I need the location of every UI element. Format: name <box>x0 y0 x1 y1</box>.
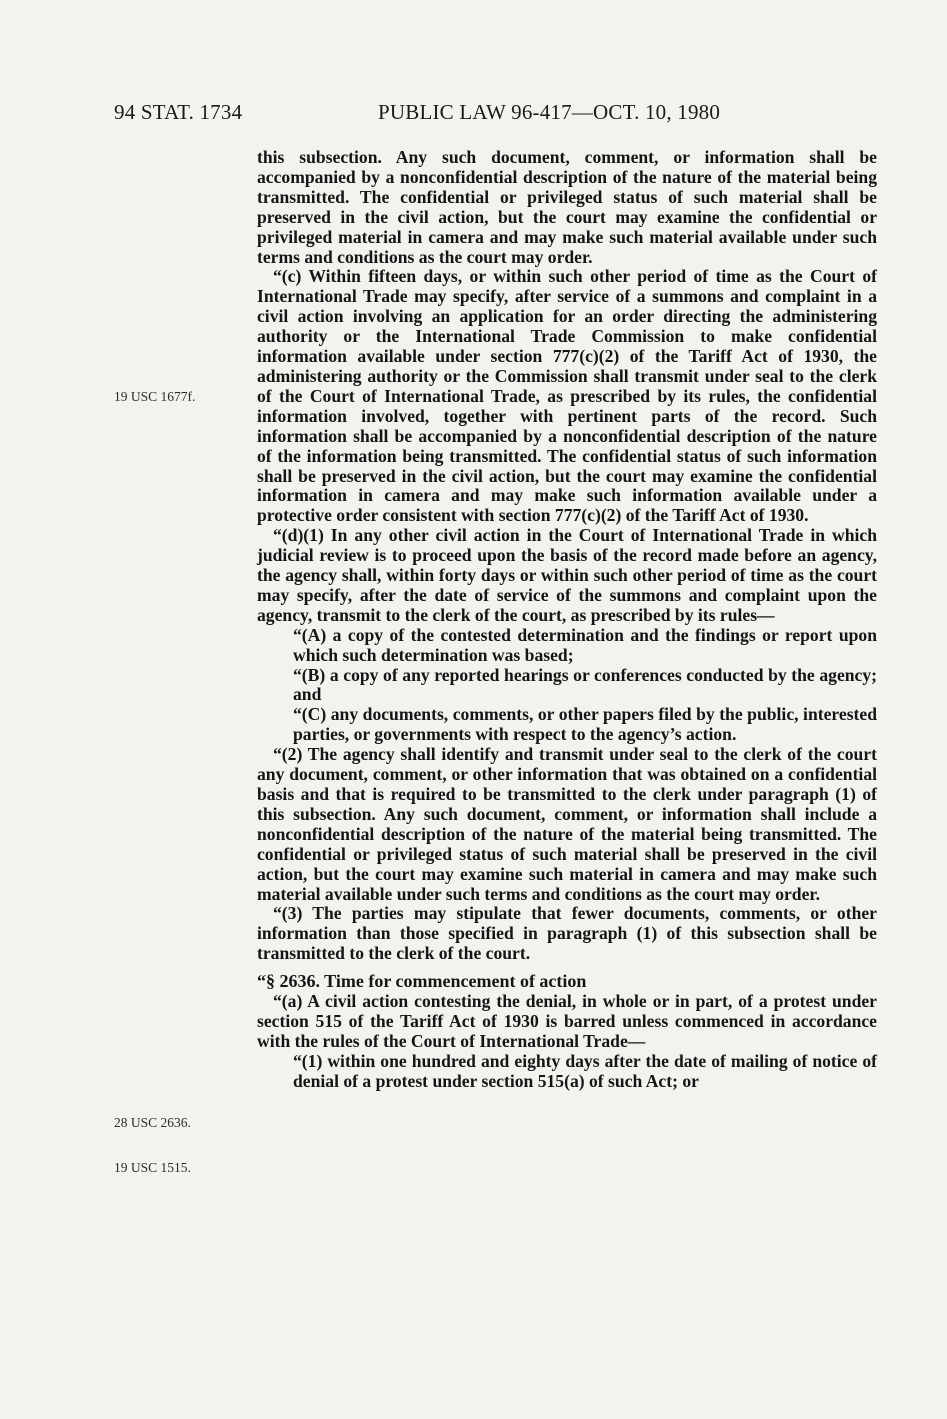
paragraph-c: “(c) Within fifteen days, or within such other period of time as the Court of International Trade may specify, after service of a summons and complaint in a civil action involving an application for an order directing the administering authority or the International Trade Commission to make confidential information available under section 777(c)(2) of the Tariff Act of 1930, the administering authority or the Commission shall transmit under seal to the clerk of the Court of International Trade, as prescribed by its rules, the confidential information involved, together with pertinent parts of the record. Such information shall be accompanied by a nonconfidential description of the nature of the information being transmitted. The confidential status of such information shall be preserved in the civil action, but the court may examine the confidential information in camera and may make such information available under a protective order consistent with section 777(c)(2) of the Tariff Act of 1930. <box>257 266 877 526</box>
paragraph-2636-a: “(a) A civil action contesting the denial, in whole or in part, of a protest under section 515 of the Tariff Act of 1930 is barred unless commenced in accordance with the rules of the Court of International Trade— <box>257 991 877 1051</box>
paragraph-2636-a1: “(1) within one hundred and eighty days after the date of mailing of notice of denial of a protest under section 515(a) of such Act; or <box>293 1050 877 1091</box>
page-header <box>114 100 894 130</box>
paragraph-continuation: this subsection. Any such document, comment, or information shall be accompanied by a nonconfidential description of the nature of the material being transmitted. The confidential or privileged status of such material shall be preserved in the civil action, but the court may examine the confidential or privileged material in camera and may make such material available under such terms and conditions as the court may order. <box>257 147 877 267</box>
margin-note-28usc2636: 28 USC 2636. <box>114 1115 191 1130</box>
page-title: PUBLIC LAW 96-417—OCT. 10, 1980 <box>378 100 721 124</box>
subparagraph-a: “(A) a copy of the contested determination and the findings or report upon which such determination was based; <box>293 624 877 665</box>
paragraph-d2: “(2) The agency shall identify and transmit under seal to the clerk of the court any document, comment, or other information that was obtained on a confidential basis and that is required to be transmitted to the clerk under paragraph (1) of this subsection. Any such document, comment, or information shall include a nonconfidential description of the nature of the material being transmitted. The confidential or privileged status of such material shall be preserved in the civil action, but the court may examine such material in camera and may make such material available under such terms and conditions as the court may order. <box>257 744 877 904</box>
statute-reference: 94 STAT. 1734 <box>114 100 243 124</box>
body-text <box>257 148 877 1092</box>
paragraph-d1: “(d)(1) In any other civil action in the Court of International Trade in which judicial review is to proceed upon the basis of the record made before an agency, the agency shall, within forty days or within such other period of time as the court may specify, after the date of service of the summons and complaint upon the agency, transmit to the clerk of the court, as prescribed by its rules— <box>257 525 877 625</box>
subparagraph-c: “(C) any documents, comments, or other papers filed by the public, interested parties, or governments with respect to the agency’s action. <box>293 704 877 745</box>
margin-note-19usc1677f: 19 USC 1677f. <box>114 389 196 404</box>
section-heading-2636: “§ 2636. Time for commencement of action <box>257 971 587 992</box>
paragraph-d3: “(3) The parties may stipulate that fewer documents, comments, or other information than those specified in paragraph (1) of this subsection shall be transmitted to the clerk of the court. <box>257 903 877 964</box>
margin-note-19usc1515: 19 USC 1515. <box>114 1160 191 1175</box>
subparagraph-b: “(B) a copy of any reported hearings or conferences conducted by the agency; and <box>293 664 877 705</box>
